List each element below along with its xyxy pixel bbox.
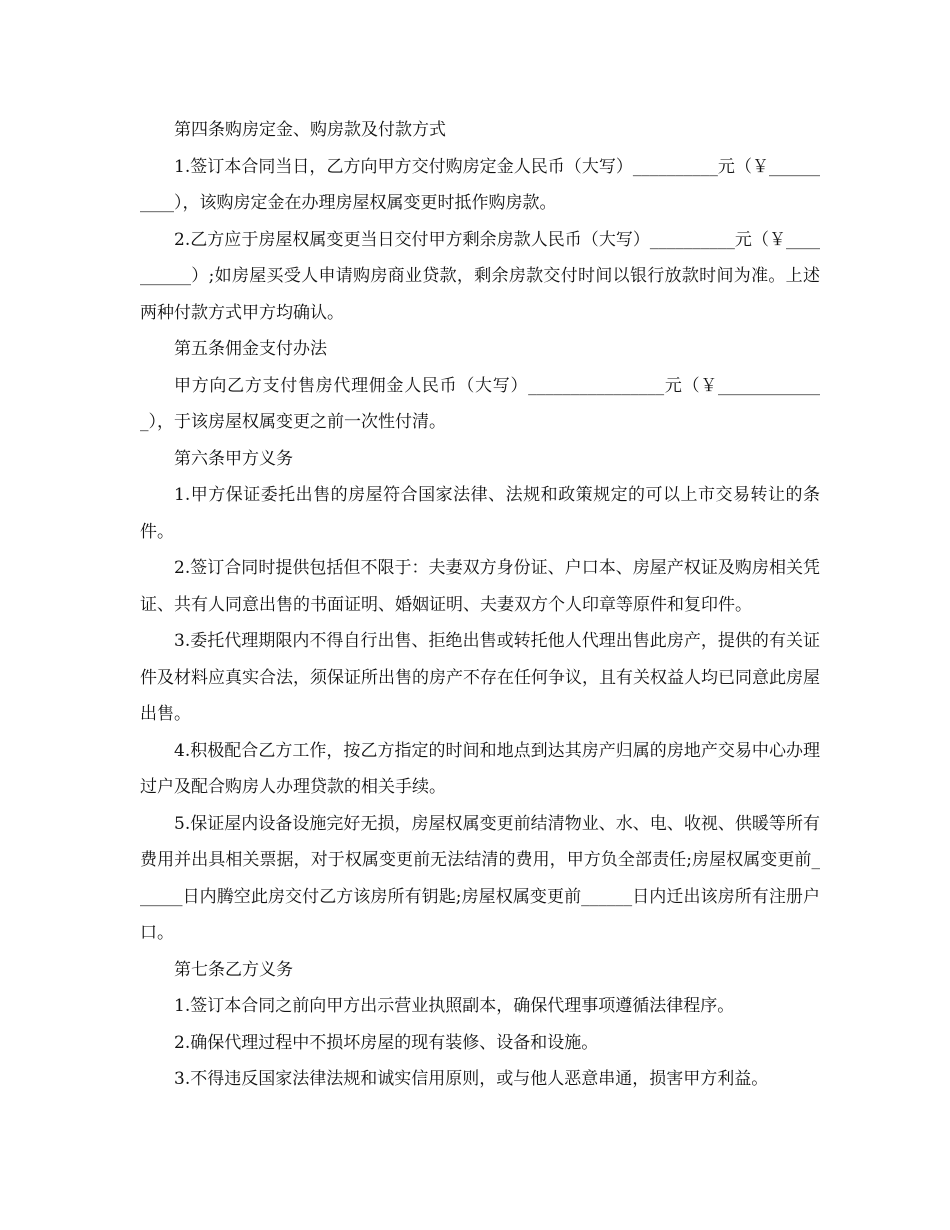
article-6-heading: 第六条甲方义务 xyxy=(174,448,293,469)
article-4-heading: 第四条购房定金、购房款及付款方式 xyxy=(174,120,446,140)
article-4-clause-2: 2.乙方应于房屋权属变更当日交付甲方剩余房款人民币（大写）__________元（￥__________）;如房屋买受人申请购房商业贷款，剩余房款交付时间以银行放款时间为准。上述两种付款方式甲方均确认。 xyxy=(140,229,820,323)
article-6-clause-1: 1.甲方保证委托出售的房屋符合国家法律、法规和政策规定的可以上市交易转让的条件。 xyxy=(140,485,820,542)
article-6-clause-2: 2.签订合同时提供包括但不限于：夫妻双方身份证、户口本、房屋产权证及购房相关凭证、共有人同意出售的书面证明、婚姻证明、夫妻双方个人印章等原件和复印件。 xyxy=(140,558,820,615)
article-6-clause-5: 5.保证屋内设备设施完好无损，房屋权属变更前结清物业、水、电、收视、供暖等所有费用并出具相关票据，对于权属变更前无法结清的费用，甲方负全部责任;房屋权属变更前______日内腾空此房交付乙方该房所有钥匙;房屋权属变更前______日内迁出该房所有注册户口。 xyxy=(140,813,820,943)
article-7-clause-1: 1.签订本合同之前向甲方出示营业执照副本，确保代理事项遵循法律程序。 xyxy=(174,996,735,1016)
article-7-heading: 第七条乙方义务 xyxy=(174,959,293,980)
contract-page xyxy=(140,112,820,1098)
article-7-clause-2: 2.确保代理过程中不损坏房屋的现有装修、设备和设施。 xyxy=(174,1032,599,1053)
article-6-clause-4: 4.积极配合乙方工作，按乙方指定的时间和地点到达其房产归属的房地产交易中心办理过户及配合购房人办理贷款的相关手续。 xyxy=(140,740,820,797)
article-5-body: 甲方向乙方支付售房代理佣金人民币（大写）________________元（￥_____________），于该房屋权属变更之前一次性付清。 xyxy=(140,375,820,432)
article-5-heading: 第五条佣金支付办法 xyxy=(174,339,327,359)
article-6-clause-3: 3.委托代理期限内不得自行出售、拒绝出售或转托他人代理出售此房产，提供的有关证件及材料应真实合法，须保证所出售的房产不存在任何争议，且有关权益人均已同意此房屋出售。 xyxy=(140,631,820,724)
article-7-clause-3: 3.不得违反国家法律法规和诚实信用原则，或与他人恶意串通，损害甲方利益。 xyxy=(174,1069,769,1089)
article-4-clause-1: 1.签订本合同当日，乙方向甲方交付购房定金人民币（大写）__________元（￥__________），该购房定金在办理房屋权属变更时抵作购房款。 xyxy=(140,156,820,213)
